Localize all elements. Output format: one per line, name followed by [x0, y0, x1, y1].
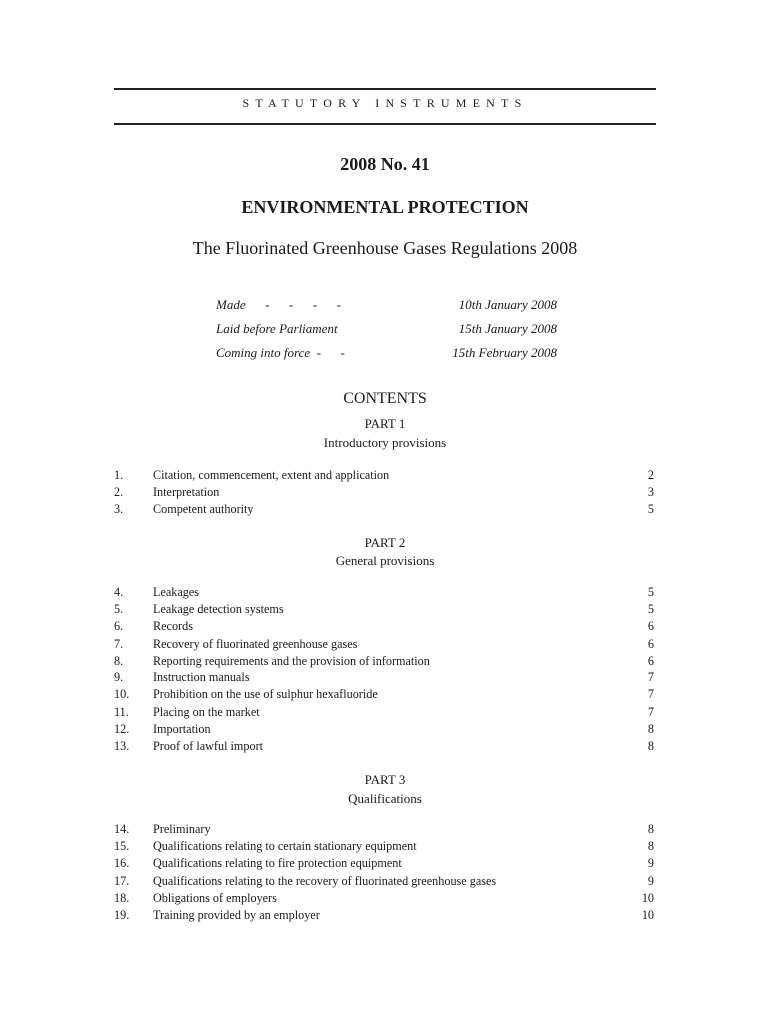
toc-title: Records — [153, 619, 193, 633]
toc-page: 7 — [647, 705, 654, 719]
toc-page: 8 — [647, 722, 654, 736]
instrument-number: 2008 No. 41 — [340, 154, 430, 174]
part-3-label: PART 3 — [364, 772, 406, 787]
toc-row[interactable] — [114, 687, 656, 703]
contents-heading: CONTENTS — [343, 390, 427, 407]
toc-number: 7. — [114, 637, 124, 651]
toc-title: Interpretation — [153, 485, 220, 499]
toc-page: 8 — [647, 822, 654, 836]
toc-row[interactable] — [114, 637, 656, 653]
toc-row[interactable] — [114, 602, 656, 618]
toc-page: 6 — [647, 637, 654, 651]
toc-title: Qualifications relating to certain stationary equipment — [153, 839, 417, 853]
part-2-label: PART 2 — [364, 535, 406, 550]
toc-row[interactable] — [114, 468, 656, 484]
part-3-title: Qualifications — [348, 791, 422, 806]
toc-title: Recovery of fluorinated greenhouse gases — [153, 637, 358, 651]
toc-title: Leakages — [153, 585, 200, 599]
toc-title: Qualifications relating to fire protection equipment — [153, 856, 402, 870]
toc-title: Reporting requirements and the provision of information — [153, 654, 430, 668]
toc-row[interactable] — [114, 822, 656, 838]
toc-page: 8 — [647, 839, 654, 853]
toc-number: 1. — [114, 468, 124, 482]
toc-title: Preliminary — [153, 822, 211, 836]
toc-number: 2. — [114, 485, 124, 499]
toc-page: 7 — [647, 670, 654, 684]
toc-row[interactable] — [114, 722, 656, 738]
date-value: 15th February 2008 — [452, 345, 557, 360]
toc-page: 6 — [647, 619, 654, 633]
toc-row[interactable] — [114, 585, 656, 601]
date-label: Coming into force - - — [216, 345, 345, 360]
toc-number: 11. — [114, 705, 129, 719]
date-in-force — [216, 345, 557, 361]
toc-title: Prohibition on the use of sulphur hexafluoride — [153, 687, 378, 701]
toc-number: 15. — [114, 839, 130, 853]
toc-number: 3. — [114, 502, 124, 516]
toc-number: 14. — [114, 822, 130, 836]
toc-row[interactable] — [114, 874, 656, 890]
toc-title: Leakage detection systems — [153, 602, 284, 616]
document-series-header: STATUTORY INSTRUMENTS — [242, 96, 528, 110]
part-2-title: General provisions — [335, 553, 435, 568]
toc-number: 18. — [114, 891, 130, 905]
toc-number: 12. — [114, 722, 130, 736]
toc-title: Instruction manuals — [153, 670, 250, 684]
toc-row[interactable] — [114, 705, 656, 721]
toc-page: 9 — [647, 856, 654, 870]
toc-row[interactable] — [114, 856, 656, 872]
toc-number: 10. — [114, 687, 130, 701]
toc-page: 6 — [647, 654, 654, 668]
header-bottom-rule — [114, 123, 656, 125]
toc-number: 17. — [114, 874, 130, 888]
toc-row[interactable] — [114, 739, 656, 755]
toc-title: Obligations of employers — [153, 891, 277, 905]
toc-number: 6. — [114, 619, 124, 633]
date-value: 15th January 2008 — [458, 321, 557, 336]
toc-title: Citation, commencement, extent and application — [153, 468, 390, 482]
part-1-label: PART 1 — [364, 416, 406, 431]
header-top-rule — [114, 88, 656, 90]
toc-title: Proof of lawful import — [153, 739, 264, 753]
toc-row[interactable] — [114, 839, 656, 855]
date-made — [216, 297, 557, 313]
regulation-title: The Fluorinated Greenhouse Gases Regulations 2008 — [192, 238, 578, 258]
subject-heading: ENVIRONMENTAL PROTECTION — [241, 197, 529, 217]
toc-page: 8 — [647, 739, 654, 753]
date-value: 10th January 2008 — [458, 297, 557, 312]
toc-row[interactable] — [114, 502, 656, 518]
toc-page: 10 — [641, 891, 654, 905]
toc-page: 10 — [641, 908, 654, 922]
date-label: Made - - - - — [216, 297, 341, 312]
toc-number: 13. — [114, 739, 130, 753]
toc-row[interactable] — [114, 654, 656, 670]
date-laid — [216, 321, 557, 337]
toc-page: 2 — [647, 468, 654, 482]
toc-page: 5 — [647, 585, 654, 599]
toc-row[interactable] — [114, 891, 656, 907]
toc-row[interactable] — [114, 619, 656, 635]
toc-title: Placing on the market — [153, 705, 260, 719]
toc-number: 8. — [114, 654, 124, 668]
date-label: Laid before Parliament — [216, 321, 338, 336]
toc-page: 3 — [647, 485, 654, 499]
toc-page: 7 — [647, 687, 654, 701]
toc-number: 4. — [114, 585, 124, 599]
toc-row[interactable] — [114, 670, 656, 686]
toc-number: 5. — [114, 602, 124, 616]
toc-title: Importation — [153, 722, 211, 736]
toc-number: 19. — [114, 908, 130, 922]
toc-row[interactable] — [114, 485, 656, 501]
toc-title: Competent authority — [153, 502, 254, 516]
toc-number: 16. — [114, 856, 130, 870]
toc-page: 9 — [647, 874, 654, 888]
part-1-title: Introductory provisions — [323, 435, 447, 450]
toc-title: Qualifications relating to the recovery of fluorinated greenhouse gases — [153, 874, 497, 888]
toc-page: 5 — [647, 502, 654, 516]
toc-row[interactable] — [114, 908, 656, 924]
toc-number: 9. — [114, 670, 124, 684]
toc-page: 5 — [647, 602, 654, 616]
toc-title: Training provided by an employer — [153, 908, 320, 922]
